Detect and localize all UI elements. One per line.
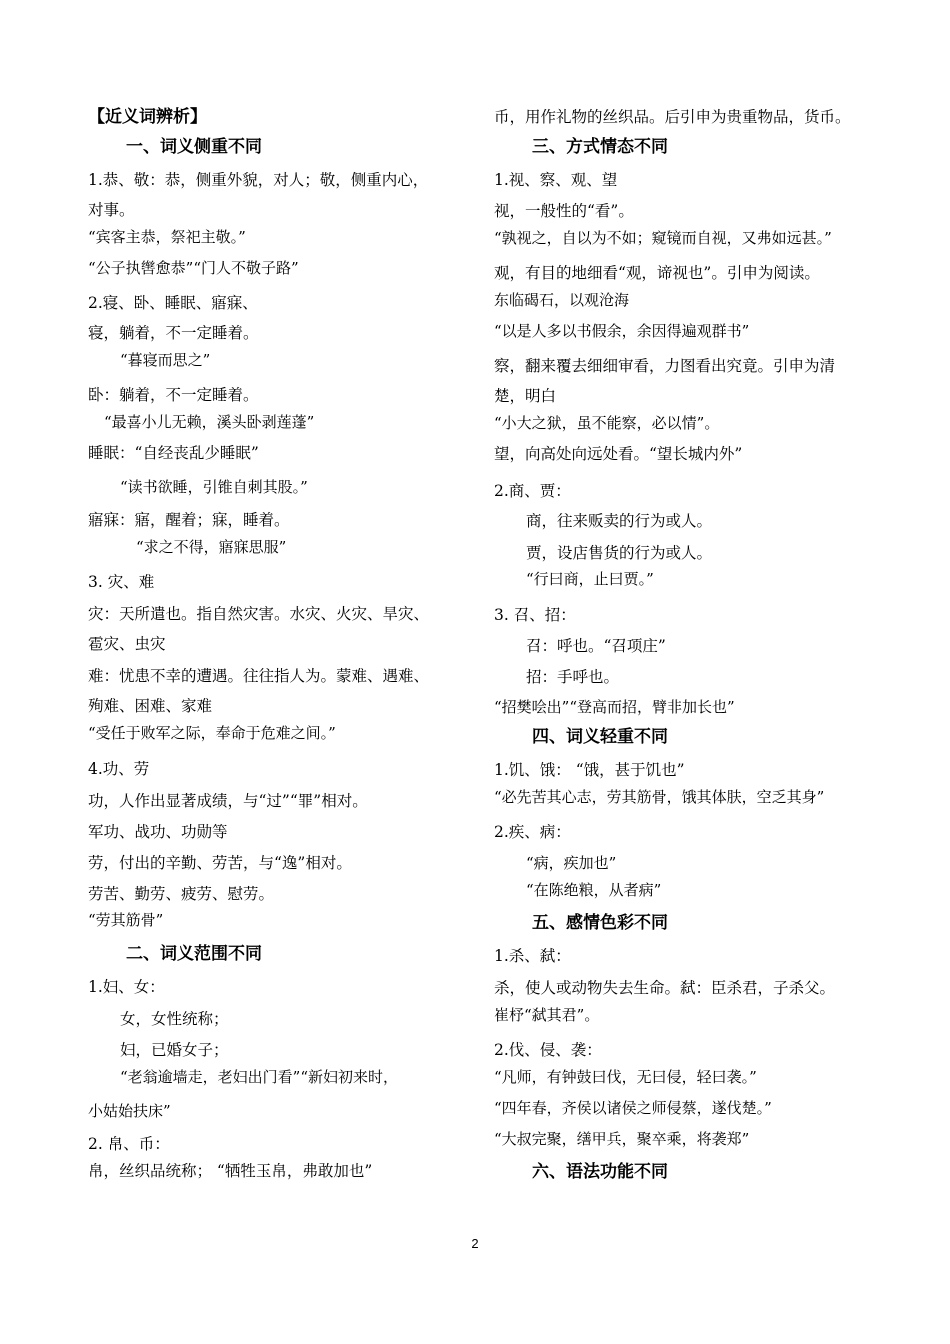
left-text-line: 小姑始扶床”: [88, 1102, 171, 1120]
left-heading: 一、词义侧重不同: [126, 137, 262, 157]
left-text-line: “受任于败军之际，奉命于危难之间。”: [88, 724, 336, 742]
left-text-line: 2. 帛、币：: [88, 1135, 170, 1153]
right-text-line: 东临碣石，以观沧海: [494, 291, 630, 309]
right-text-line: 2.疾、病：: [494, 823, 571, 841]
left-text-line: “读书欲睡，引锥自刺其股。”: [120, 478, 308, 496]
left-text-line: “宾客主恭，祭祀主敬。”: [88, 228, 246, 246]
right-text-line: 视，一般性的“看”。: [494, 202, 634, 220]
right-text-line: 1.视、察、观、望: [494, 171, 618, 189]
right-text-line: 2.伐、侵、袭：: [494, 1041, 602, 1059]
right-text-line: 察，翻来覆去细细审看，力图看出究竟。引申为清: [494, 357, 836, 375]
left-text-line: 功，人作出显著成绩，与“过”“罪”相对。: [88, 792, 368, 810]
left-text-line: 1.恭、敬：恭，侧重外貌，对人；敬，侧重内心，: [88, 171, 429, 189]
right-text-line: 召：呼也。“召项庄”: [526, 637, 666, 655]
right-text-line: 楚，明白: [494, 387, 557, 405]
left-text-line: 劳，付出的辛勤、劳苦，与“逸”相对。: [88, 854, 352, 872]
right-text-line: “必先苦其心志，劳其筋骨，饿其体肤，空乏其身”: [494, 788, 825, 806]
right-text-line: 商，往来贩卖的行为或人。: [526, 512, 713, 530]
left-text-line: 寤寐：寤，醒着；寐，睡着。: [88, 511, 290, 529]
right-text-line: “在陈绝粮，从者病”: [526, 881, 662, 899]
left-text-line: 雹灾、虫灾: [88, 635, 166, 653]
left-heading: 二、词义范围不同: [126, 944, 262, 964]
left-text-line: 劳苦、勤劳、疲劳、慰劳。: [88, 885, 275, 903]
right-text-line: 崔杼“弑其君”。: [494, 1006, 600, 1024]
right-text-line: 观，有目的地细看“观，谛视也”。引申为阅读。: [494, 264, 820, 282]
left-text-line: 难：忧患不幸的遭遇。往往指人为。蒙难、遇难、: [88, 667, 430, 685]
right-text-line: “凡师，有钟鼓曰伐，无曰侵，轻曰袭。”: [494, 1068, 757, 1086]
right-text-line: 币，用作礼物的丝织品。后引申为贵重物品，货币。: [494, 108, 851, 126]
left-text-line: 妇，已婚女子；: [120, 1041, 229, 1059]
right-text-line: 1.杀、弑：: [494, 947, 571, 965]
left-text-line: 睡眠：“自经丧乱少睡眠”: [88, 444, 259, 462]
left-text-line: “劳其筋骨”: [88, 911, 164, 929]
left-text-line: 3. 灾、难: [88, 573, 155, 591]
right-text-line: “大叔完聚，缮甲兵，聚卒乘，将袭郑”: [494, 1130, 750, 1148]
right-heading: 五、感情色彩不同: [532, 913, 668, 933]
left-text-line: “最喜小儿无赖，溪头卧剥莲蓬”: [104, 413, 315, 431]
left-text-line: 女，女性统称；: [120, 1010, 229, 1028]
page-number: 2: [471, 1236, 479, 1251]
right-text-line: “行曰商，止曰贾。”: [526, 570, 654, 588]
left-text-line: 帛，丝织品统称； “牺牲玉帛，弗敢加也”: [88, 1162, 373, 1180]
left-text-line: 卧：躺着，不一定睡着。: [88, 386, 259, 404]
left-text-line: “公子执辔愈恭”“门人不敬子路”: [88, 259, 299, 277]
left-heading: 【近义词辨析】: [88, 107, 207, 127]
left-text-line: “求之不得，寤寐思服”: [136, 538, 287, 556]
left-text-line: 殉难、困难、家难: [88, 697, 213, 715]
right-text-line: “四年春，齐侯以诸侯之师侵蔡，遂伐楚。”: [494, 1099, 772, 1117]
right-heading: 三、方式情态不同: [532, 137, 668, 157]
right-heading: 六、语法功能不同: [532, 1162, 668, 1182]
left-text-line: 军功、战功、功勋等: [88, 823, 228, 841]
right-text-line: 杀，使人或动物失去生命。弑：臣杀君，子杀父。: [494, 979, 836, 997]
left-text-line: 4.功、劳: [88, 760, 150, 778]
left-text-line: 灾：天所遣也。指自然灾害。水灾、火灾、旱灾、: [88, 605, 430, 623]
left-text-line: “老翁逾墙走，老妇出门看”“新妇初来时，: [120, 1068, 399, 1086]
left-text-line: 1.妇、女：: [88, 978, 165, 996]
right-text-line: “孰视之，自以为不如；窥镜而自视，又弗如远甚。”: [494, 229, 832, 247]
right-text-line: “小大之狱，虽不能察，必以情”。: [494, 414, 720, 432]
left-text-line: 2.寝、卧、睡眠、寤寐、: [88, 294, 258, 312]
right-text-line: 望，向高处向远处看。“望长城内外”: [494, 445, 743, 463]
right-text-line: “以是人多以书假余，余因得遍观群书”: [494, 322, 750, 340]
right-text-line: “病，疾加也”: [526, 854, 617, 872]
left-text-line: 寝，躺着，不一定睡着。: [88, 324, 259, 342]
right-text-line: 2.商、贾：: [494, 482, 571, 500]
left-text-line: “暮寝而思之”: [120, 351, 211, 369]
right-text-line: 招：手呼也。: [526, 668, 620, 686]
right-text-line: 3. 召、招：: [494, 606, 576, 624]
left-text-line: 对事。: [88, 201, 135, 219]
right-text-line: 1.饥、饿： “饿，甚于饥也”: [494, 761, 685, 779]
right-text-line: 贾，设店售货的行为或人。: [526, 544, 713, 562]
right-text-line: “招樊哙出”“登高而招，臂非加长也”: [494, 698, 735, 716]
right-heading: 四、词义轻重不同: [532, 727, 668, 747]
